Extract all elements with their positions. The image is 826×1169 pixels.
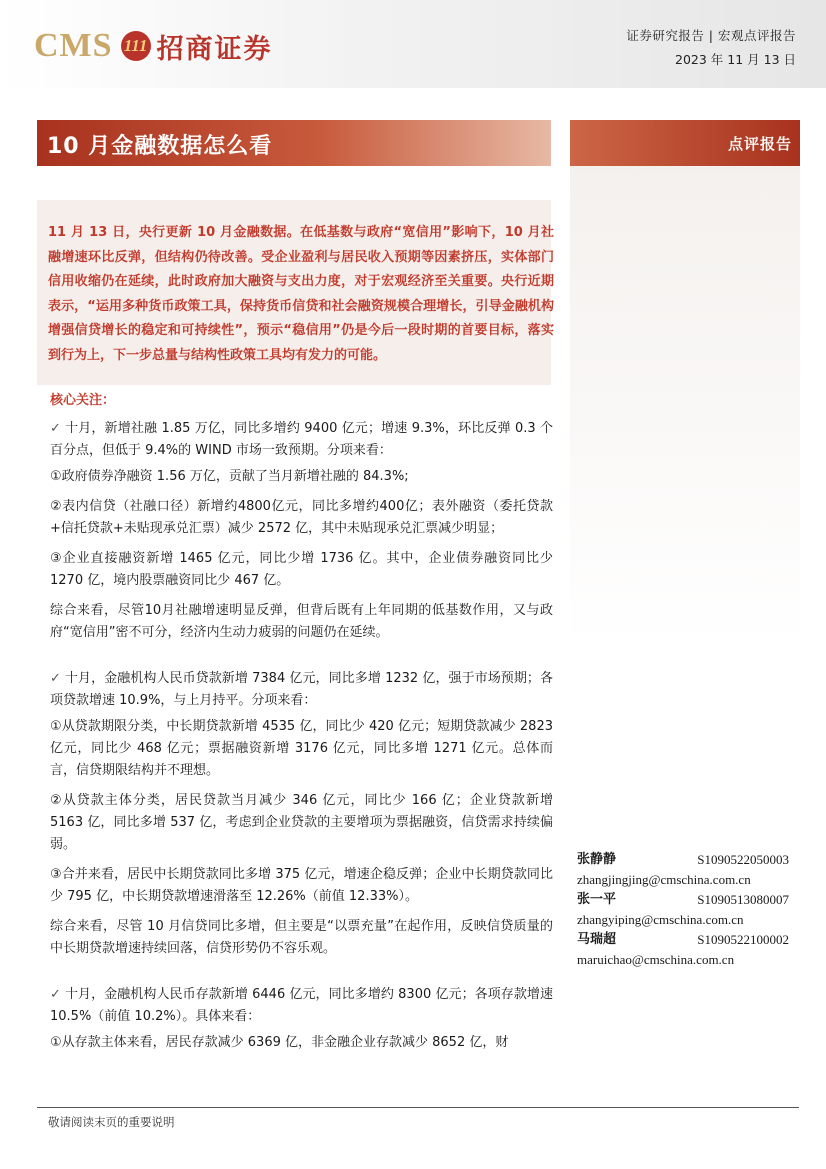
report-category-label: 点评报告 — [727, 135, 792, 153]
paragraph: ①从贷款期限分类，中长期贷款新增 4535 亿，同比少 420 亿元；短期贷款减少 2823 亿元，同比少 468 亿元；票据融资新增 3176 亿元，同比多增 1271 亿元。总体而言，信贷期限结构并不理想。 — [50, 719, 553, 778]
analyst-entry — [577, 930, 789, 970]
paragraph: ②从贷款主体分类，居民贷款当月减少 346 亿元，同比少 166 亿；企业贷款新增 5163 亿，同比多增 537 亿，考虑到企业贷款的主要增项为票据融资，信贷需求持续偏弱。 — [50, 793, 553, 852]
paragraph: 综合来看，尽管10月社融增速明显反弹，但背后既有上年同期的低基数作用，又与政府“宽信用”密不可分，经济内生动力疲弱的问题仍在延续。 — [50, 603, 553, 640]
logo-chinese: 招商证券 — [156, 33, 273, 65]
logo-latin: CMS — [34, 27, 113, 64]
analyst-email[interactable]: zhangyiping@cmschina.com.cn — [577, 912, 744, 927]
footer-note: 敬请阅读末页的重要说明 — [48, 1115, 175, 1129]
report-type: 证券研究报告 | 宏观点评报告 — [626, 28, 796, 43]
paragraph: ③合并来看，居民中长期贷款同比多增 375 亿元，增速企稳反弹；企业中长期贷款同比少 795 亿，中长期贷款增速滑落至 12.26%（前值 12.33%）。 — [50, 867, 553, 904]
paragraph: 综合来看，尽管 10 月信贷同比多增，但主要是“以票充量”在起作用，反映信贷质量的中长期贷款增速持续回落，信贷形势仍不容乐观。 — [50, 919, 553, 956]
analyst-id: S1090513080007 — [697, 892, 789, 907]
report-category-badge — [570, 120, 800, 166]
analyst-email[interactable]: zhangjingjing@cmschina.com.cn — [577, 872, 751, 887]
analyst-name: 张静静 — [577, 852, 617, 867]
analyst-name: 马瑞超 — [577, 932, 617, 947]
analyst-entry — [577, 850, 789, 890]
check-icon: ✓ — [50, 671, 61, 686]
paragraph: ②表内信贷（社融口径）新增约4800亿元，同比多增约400亿；表外融资（委托贷款+信托贷款+未贴现承兑汇票）减少 2572 亿，其中未贴现承兑汇票减少明显； — [50, 499, 553, 536]
page-title: 10 月金融数据怎么看 — [47, 134, 273, 159]
cms-logo — [34, 24, 273, 68]
analyst-id: S1090522100002 — [697, 932, 789, 947]
report-date: 2023 年 11 月 13 日 — [675, 52, 796, 67]
paragraph: ①从存款主体来看，居民存款减少 6369 亿，非金融企业存款减少 8652 亿，财 — [50, 1035, 509, 1050]
footer-divider — [37, 1107, 799, 1108]
paragraph: ✓ 十月，金融机构人民币存款新增 6446 亿元，同比多增约 8300 亿元；各项存款增速 10.5%（前值 10.2%）。具体来看： — [50, 987, 553, 1024]
check-icon: ✓ — [50, 987, 61, 1002]
paragraph: ①政府债券净融资 1.56 万亿，贡献了当月新增社融的 84.3%; — [50, 469, 409, 484]
logo-mark-icon: 111 — [121, 31, 151, 61]
body-text — [50, 418, 553, 1054]
summary-text: 11 月 13 日，央行更新 10 月金融数据。在低基数与政府“宽信用”影响下，10 月社融增速环比反弹，但结构仍待改善。受企业盈利与居民收入预期等因素挤压，实体部门信用收缩仍在延续，此时政府加大融资与支出力度，对于宏观经济至关重要。央行近期表示，“运用多种货币政策工具，保持货币信贷和社会融资规模合理增长，引导金融机构增强信贷增长的稳定和可持续性”，预示“稳信用”仍是今后一段时期的首要目标，落实到行为上，下一步总量与结构性政策工具均有发力的可能。 — [48, 225, 554, 363]
sidebar — [570, 120, 800, 820]
analyst-list — [577, 850, 789, 970]
analyst-entry — [577, 890, 789, 930]
check-icon: ✓ — [50, 421, 62, 436]
analyst-email[interactable]: maruichao@cmschina.com.cn — [577, 952, 735, 967]
focus-heading: 核心关注： — [50, 393, 116, 408]
analyst-name: 张一平 — [577, 892, 617, 907]
analyst-id: S1090522050003 — [697, 852, 789, 867]
title-bar — [37, 120, 551, 166]
paragraph: ✓ 十月，金融机构人民币贷款新增 7384 亿元，同比多增 1232 亿，强于市场预期；各项贷款增速 10.9%，与上月持平。分项来看： — [50, 671, 553, 708]
paragraph: ✓ 十月，新增社融 1.85 万亿，同比多增约 9400 亿元；增速 9.3%，环比反弹 0.3 个百分点，但低于 9.4%的 WIND 市场一致预期。分项来看： — [50, 421, 553, 458]
paragraph: ③企业直接融资新增 1465 亿元，同比少增 1736 亿。其中，企业债券融资同比少 1270 亿，境内股票融资同比少 467 亿。 — [50, 551, 553, 588]
